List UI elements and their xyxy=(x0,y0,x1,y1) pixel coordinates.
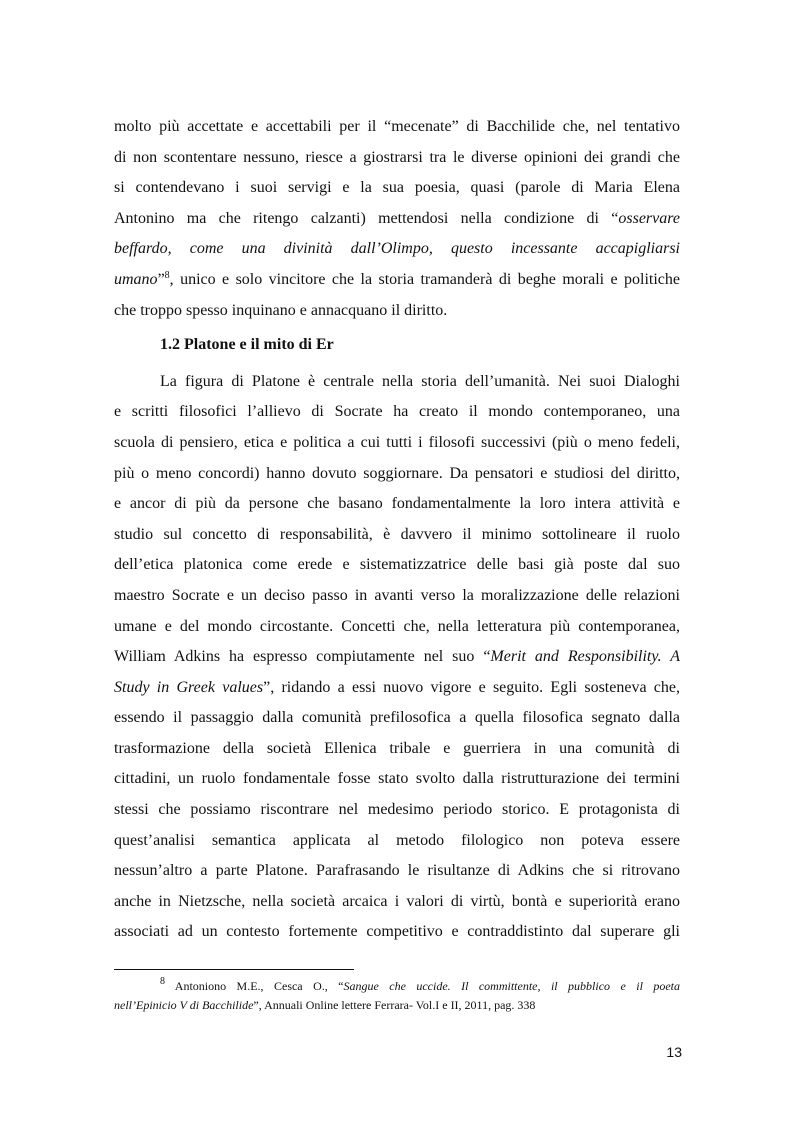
text-line xyxy=(114,612,680,643)
italic-quote: beffardo, come una divinità dall’Olimpo, questo incessante accapigliarsi xyxy=(114,240,680,258)
text-span: associati ad un contesto fortemente competitivo e contraddistinto dal superare gli xyxy=(114,923,680,941)
footnote-separator xyxy=(114,969,354,970)
text-line xyxy=(114,173,680,204)
text-line xyxy=(114,795,680,826)
text-span: cittadini, un ruolo fondamentale fosse stato svolto dalla ristrutturazione dei termini xyxy=(114,770,680,788)
text-line xyxy=(114,642,680,673)
italic-title: nell’Epinicio V di Bacchilide xyxy=(114,998,254,1012)
footnote xyxy=(114,977,680,1015)
text-line xyxy=(114,428,680,459)
paragraph-platone xyxy=(114,367,680,948)
italic-title: Sangue che uccide. Il committente, il pubblico e il poeta xyxy=(343,979,680,993)
text-span: La figura di Platone è centrale nella storia dell’umanità. Nei suoi Dialoghi xyxy=(160,372,680,390)
footnote-line xyxy=(114,996,680,1015)
text-line xyxy=(114,917,680,948)
text-line xyxy=(114,673,680,704)
text-span: trasformazione della società Ellenica tribale e guerriera in una comunità di xyxy=(114,739,680,757)
text-line xyxy=(114,296,680,327)
text-line xyxy=(114,234,680,265)
text-line xyxy=(114,397,680,428)
text-span: scuola di pensiero, etica e politica a cui tutti i filosofi successivi (più o meno fedeli, xyxy=(114,433,680,451)
text-span: dell’etica platonica come erede e sistematizzatrice delle basi già poste dal suo xyxy=(114,556,680,574)
footnote-reference: 8 xyxy=(164,269,170,281)
text-span: nessun’altro a parte Platone. Parafrasando le risultanze di Adkins che si ritrovano xyxy=(114,862,680,880)
text-span: ”, Annuali Online lettere Ferrara- Vol.I e II, 2011, pag. 338 xyxy=(253,998,536,1012)
section-heading: 1.2 Platone e il mito di Er xyxy=(160,336,334,354)
text-span: che troppo spesso inquinano e annacquano il diritto. xyxy=(114,301,448,319)
text-line xyxy=(114,143,680,174)
text-span: e ancor di più da persone che basano fondamentalmente la loro intera attività e xyxy=(114,495,680,513)
text-span: studio sul concetto di responsabilità, è davvero il minimo sottolineare il ruolo xyxy=(114,525,680,543)
footnote-line xyxy=(114,977,680,996)
italic-quote: umano xyxy=(114,270,158,288)
footnote-number: 8 xyxy=(160,976,165,987)
text-line xyxy=(114,826,680,857)
text-span: essendo il passaggio dalla comunità prefilosofica a quella filosofica segnato dalla xyxy=(114,709,680,727)
page-number: 13 xyxy=(666,1044,682,1060)
text-span: William Adkins ha espresso compiutamente nel suo “ xyxy=(114,648,491,666)
text-span: e scritti filosofici l’allievo di Socrate ha creato il mondo contemporaneo, una xyxy=(114,403,680,421)
text-line xyxy=(114,581,680,612)
text-span: quest’analisi semantica applicata al metodo filologico non poteva essere xyxy=(114,831,680,849)
text-span: Antonino ma che ritengo calzanti) mettendosi nella condizione di “ xyxy=(114,209,619,227)
text-line xyxy=(114,112,680,143)
text-line xyxy=(114,550,680,581)
text-line xyxy=(114,887,680,918)
body-text xyxy=(114,112,680,948)
text-span: di non scontentare nessuno, riesce a giostrarsi tra le diverse opinioni dei grandi che xyxy=(114,148,680,166)
text-line xyxy=(114,204,680,235)
text-span: molto più accettate e accettabili per il “mecenate” di Bacchilide che, nel tentativo xyxy=(114,118,680,135)
text-span: umane e del mondo circostante. Concetti che, nella letteratura più contemporanea, xyxy=(114,617,680,635)
text-line xyxy=(114,856,680,887)
italic-title: Study in Greek values xyxy=(114,678,264,696)
italic-quote: osservare xyxy=(618,209,680,227)
text-span: stessi che possiamo riscontrare nel medesimo periodo storico. E protagonista di xyxy=(114,801,680,819)
text-span: ” xyxy=(157,270,165,288)
text-line xyxy=(114,734,680,765)
text-line xyxy=(114,520,680,551)
text-line xyxy=(114,265,680,296)
text-line xyxy=(114,367,680,398)
text-span: Antoniono M.E., Cesca O., “ xyxy=(174,979,344,993)
italic-title: Merit and Responsibility. A xyxy=(490,648,680,666)
text-span: maestro Socrate e un deciso passo in avanti verso la moralizzazione delle relazioni xyxy=(114,586,680,604)
text-span: anche in Nietzsche, nella società arcaica i valori di virtù, bontà e superiorità erano xyxy=(114,892,680,910)
text-span: si contendevano i suoi servigi e la sua poesia, quasi (parole di Maria Elena xyxy=(114,179,680,197)
text-line xyxy=(114,703,680,734)
text-line xyxy=(114,489,680,520)
text-span: più o meno concordi) hanno dovuto soggiornare. Da pensatori e studiosi del diritto, xyxy=(114,464,680,482)
text-span: ”, ridando a essi nuovo vigore e seguito. Egli sosteneva che, xyxy=(263,678,681,696)
text-line xyxy=(114,459,680,490)
paragraph-bacchilide xyxy=(114,112,680,326)
text-line xyxy=(114,764,680,795)
text-span: , unico e solo vincitore che la storia tramanderà di beghe morali e politiche xyxy=(169,270,680,288)
